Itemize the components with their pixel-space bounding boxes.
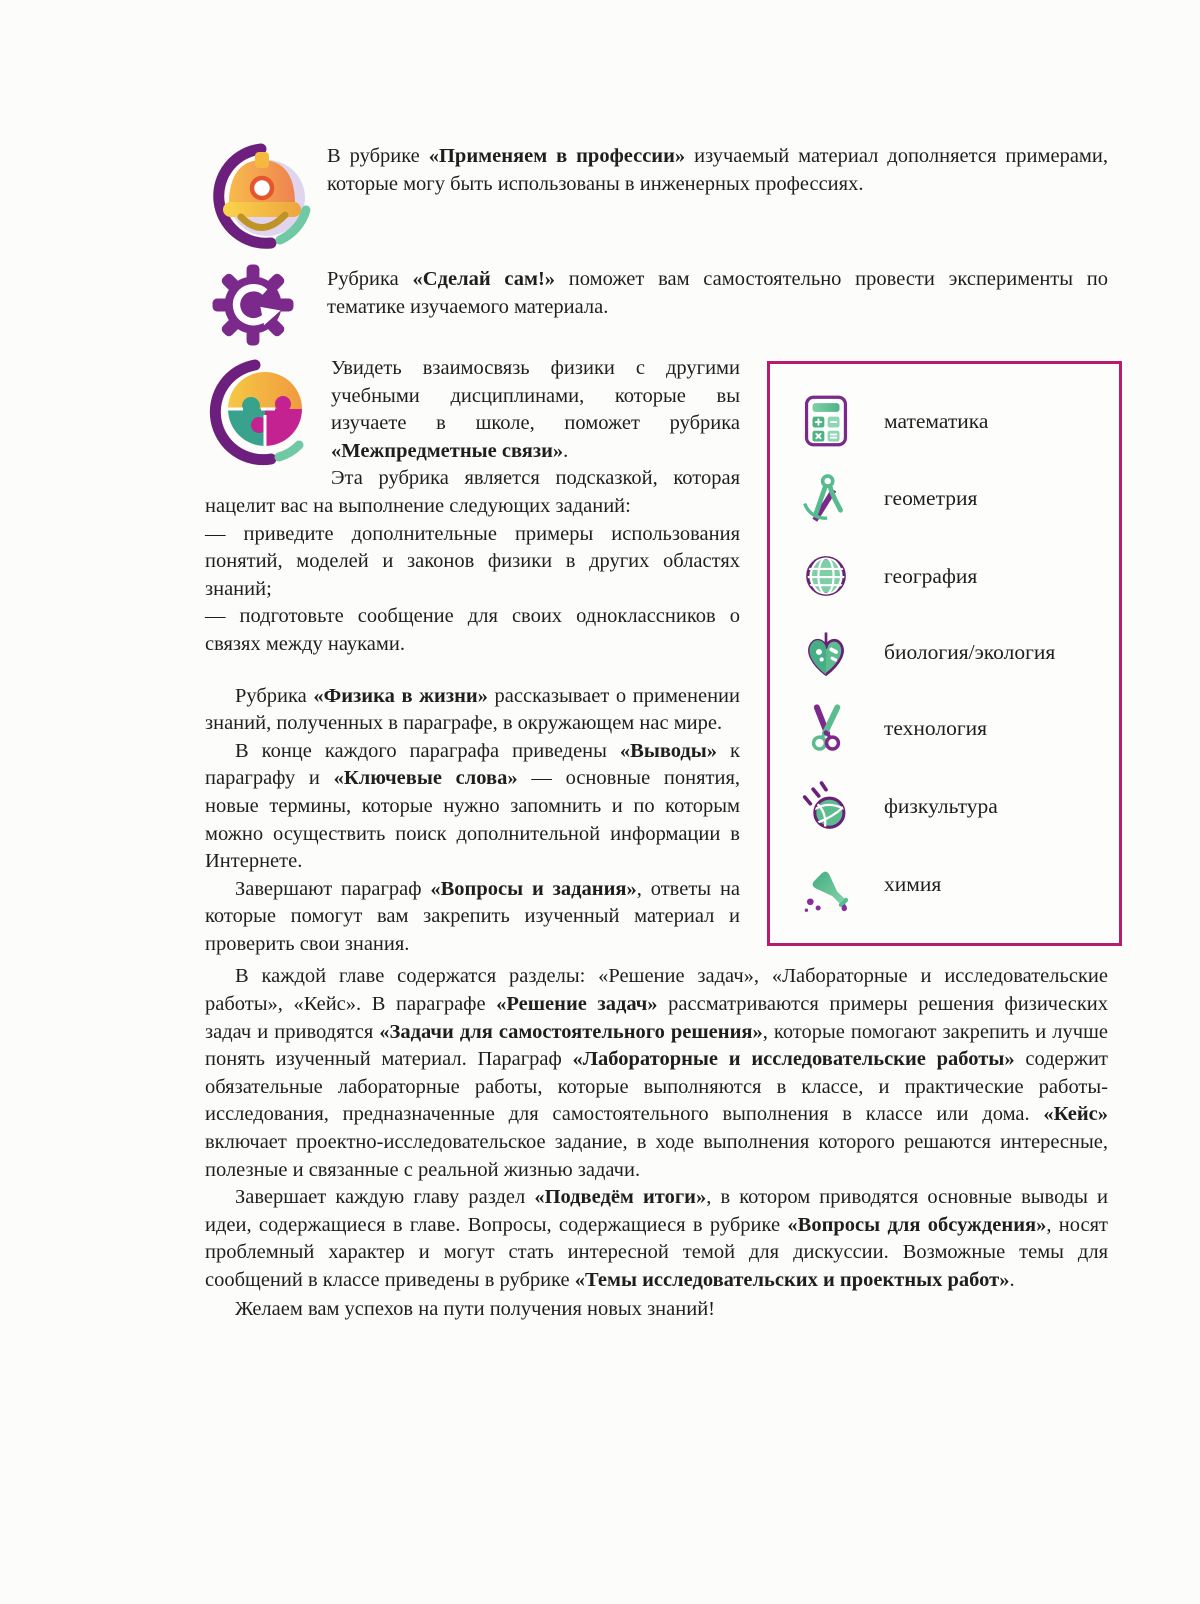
interdisciplinary-bullet-2: — подготовьте сообщение для своих одноклассников о связях между науками.: [205, 605, 740, 655]
subject-label-pe: технология: [884, 716, 988, 741]
chapter-summary-text: Завершает каждую главу раздел «Подведём итоги», в котором приводятся основные выводы и идеи, содержащиеся в главе. Вопросы, содержащиеся в рубрике «Вопросы для обсуждения», носят проблемный характер и могут стать интересной темой для дискуссии. Возможные темы для сообщений в классе приведены в рубрике «Темы исследовательских и проектных работ».: [205, 1186, 1109, 1291]
hard-hat-icon: [205, 140, 327, 250]
rubric-interdisciplinary-text: Увидеть взаимосвязь физики с другими учебными дисциплинами, которые вы изучаете в школе, поможет рубрика «Межпредметные связи».: [331, 357, 740, 462]
closing-wish-text: Желаем вам успехов на пути получения новых знаний!: [235, 1297, 715, 1320]
scissors-icon: [794, 702, 858, 756]
ball-icon: [794, 778, 858, 834]
subject-label-math: математика: [884, 408, 989, 433]
drafting-compass-icon: [794, 471, 858, 527]
subject-row-pe: [794, 778, 1109, 834]
flask-icon: [794, 857, 858, 913]
subject-row-chemistry: [794, 857, 1109, 913]
subject-row-math: [794, 394, 1109, 448]
subject-label-chemistry: химия: [884, 872, 942, 897]
subject-label-geography: география: [884, 563, 978, 588]
globe-icon: [794, 549, 858, 603]
column-spacer: [205, 659, 740, 683]
rubric-profession-text: В рубрике «Применяем в профессии» изучаемый материал дополняется примерами, которые могу быть использованы в инженерных профессиях.: [327, 145, 1108, 195]
main-two-column-row: [205, 355, 1122, 958]
interdisciplinary-follow-text: Эта рубрика является подсказкой, которая нацелит вас на выполнение следующих заданий:: [205, 467, 740, 517]
page-content: [205, 140, 1122, 1323]
rubric-profession-block: [205, 140, 1122, 250]
gear-refresh-icon: [205, 259, 327, 351]
full-width-section: [205, 963, 1122, 1323]
leaf-heart-icon: [794, 626, 858, 680]
subject-label-biology: биология/экология: [884, 640, 1056, 664]
subject-row-biology: [794, 626, 1109, 680]
subject-label-technology: физкультура: [884, 793, 998, 818]
subject-row-geography: [794, 549, 1109, 603]
subjects-box: [767, 361, 1122, 946]
rubric-diy-block: [205, 259, 1122, 351]
questions-tasks-text: Завершают параграф «Вопросы и задания», ответы на которые помогут вам закрепить изученный материал и проверить свои знания.: [205, 877, 741, 955]
rubric-diy-text: Рубрика «Сделай сам!» поможет вам самостоятельно провести эксперименты по тематике изучаемого материала.: [327, 268, 1109, 318]
conclusions-keywords-text: В конце каждого параграфа приведены «Выводы» к параграфу и «Ключевые слова» — основные понятия, новые термины, которые нужно запомнить и по которым можно осуществить поиск дополнительной информации в Интернете.: [205, 739, 740, 873]
subject-row-geometry: [794, 471, 1109, 527]
left-column: [205, 355, 740, 958]
puzzle-globe-icon: [205, 357, 315, 467]
interdisciplinary-bullet-1: — приведите дополнительные примеры использования понятий, моделей и законов физики в других областях знаний;: [205, 522, 740, 600]
subject-row-technology: [794, 702, 1109, 756]
calculator-icon: [794, 394, 858, 448]
subject-label-geometry: геометрия: [884, 486, 978, 511]
rubric-physics-in-life-text: Рубрика «Физика в жизни» рассказывает о применении знаний, полученных в параграфе, в окружающем нас мире.: [205, 684, 740, 735]
chapters-structure-text: В каждой главе содержатся разделы: «Решение задач», «Лабораторные и исследовательские работы», «Кейс». В параграфе «Решение задач» рассматриваются примеры решения физических задач и приводятся «Задачи для самостоятельного решения», которые помогают закрепить и лучше понять изученный материал. Параграф «Лабораторные и исследовательские работы» содержит обязательные лабораторные работы, которые выполняются в классе, и практические работы-исследования, предназначенные для самостоятельного выполнения в классе или дома. «Кейс» включает проектно-исследовательское задание, в ходе выполнения которого решаются интересные, полезные и связанные с реальной жизнью задачи.: [205, 965, 1108, 1181]
